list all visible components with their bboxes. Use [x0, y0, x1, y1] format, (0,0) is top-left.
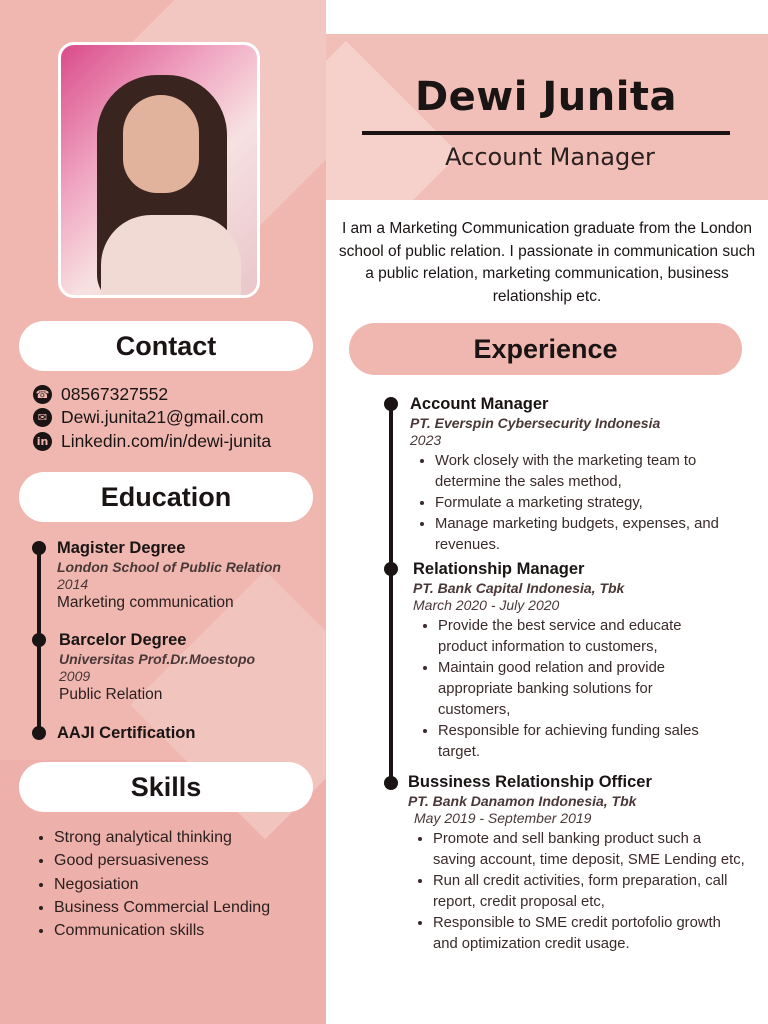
timeline-dot — [32, 633, 46, 647]
skills-list — [16, 826, 314, 942]
contact-linkedin-text: Linkedin.com/in/dewi-junita — [61, 431, 272, 451]
profile-photo — [58, 42, 260, 298]
school-name: Universitas Prof.Dr.Moestopo — [59, 651, 256, 667]
job-period: May 2019 - September 2019 — [414, 810, 592, 826]
experience-entry — [410, 394, 750, 556]
job-period: March 2020 - July 2020 — [413, 597, 560, 613]
education-entry — [57, 538, 281, 613]
experience-timeline-line — [389, 404, 393, 788]
profile-summary: I am a Marketing Communication graduate from the London school of public relation. I passionate in communication such a public relation, marketing communication, business relationship etc. — [338, 220, 756, 305]
company-name: PT. Bank Capital Indonesia, Tbk — [413, 580, 625, 596]
education-entry — [57, 723, 195, 743]
degree-title: AAJI Certification — [57, 724, 196, 742]
duties-list — [410, 451, 735, 556]
skills-heading: Skills — [19, 762, 313, 812]
experience-entry — [408, 772, 753, 955]
contact-email-text: Dewi.junita21@gmail.com — [61, 407, 264, 427]
list-item: • Responsible for achieving funding sales target. — [438, 721, 728, 763]
degree-title: Magister Degree — [57, 539, 186, 557]
contact-email[interactable] — [33, 407, 264, 428]
field-of-study: Public Relation — [59, 686, 163, 703]
degree-title: Barcelor Degree — [59, 631, 187, 649]
timeline-dot — [384, 397, 398, 411]
duties-list — [413, 616, 728, 763]
timeline-dot — [32, 541, 46, 555]
job-period: 2023 — [410, 432, 442, 448]
list-item: • Promote and sell banking product such a saving account, time deposit, SME Lending etc, — [433, 829, 748, 871]
contact-linkedin[interactable] — [33, 431, 271, 452]
list-item: • Work closely with the marketing team to determine the sales method, — [435, 451, 735, 493]
graduation-year: 2014 — [57, 576, 89, 592]
field-of-study: Marketing communication — [57, 594, 234, 611]
list-item: • Negosiation — [54, 873, 314, 896]
contact-phone-text: 08567327552 — [61, 384, 169, 404]
job-title: Account Manager — [445, 143, 655, 171]
timeline-dot — [32, 726, 46, 740]
experience-entry — [413, 559, 753, 763]
job-role: Bussiness Relationship Officer — [408, 773, 652, 791]
phone-icon: ☎ — [33, 385, 52, 404]
list-item: • Good persuasiveness — [54, 849, 314, 872]
name-divider — [362, 131, 730, 135]
job-role: Relationship Manager — [413, 560, 585, 578]
duties-list — [408, 829, 748, 955]
contact-phone[interactable] — [33, 384, 168, 405]
email-icon: ✉ — [33, 408, 52, 427]
list-item: • Responsible to SME credit portofolio growth and optimization credit usage. — [433, 913, 748, 955]
linkedin-icon: in — [33, 432, 52, 451]
list-item: • Formulate a marketing strategy, — [435, 493, 735, 514]
list-item: • Strong analytical thinking — [54, 826, 314, 849]
list-item: • Business Commercial Lending — [54, 896, 314, 919]
school-name: London School of Public Relation — [57, 559, 281, 575]
graduation-year: 2009 — [59, 668, 91, 684]
company-name: PT. Everspin Cybersecurity Indonesia — [410, 415, 661, 431]
list-item: • Manage marketing budgets, expenses, and revenues. — [435, 514, 735, 556]
education-entry — [59, 630, 255, 705]
education-heading: Education — [19, 472, 313, 522]
timeline-dot — [384, 776, 398, 790]
list-item: • Communication skills — [54, 919, 314, 942]
list-item: • Provide the best service and educate product information to customers, — [438, 616, 728, 658]
list-item: • Maintain good relation and provide appropriate banking solutions for customers, — [438, 658, 728, 721]
list-item: • Run all credit activities, form preparation, call report, credit proposal etc, — [433, 871, 748, 913]
decorative-shape — [326, 41, 459, 200]
company-name: PT. Bank Danamon Indonesia, Tbk — [408, 793, 637, 809]
resume-name: Dewi Junita — [414, 74, 678, 120]
contact-heading: Contact — [19, 321, 313, 371]
experience-heading: Experience — [349, 323, 742, 375]
timeline-dot — [384, 562, 398, 576]
job-role: Account Manager — [410, 395, 549, 413]
